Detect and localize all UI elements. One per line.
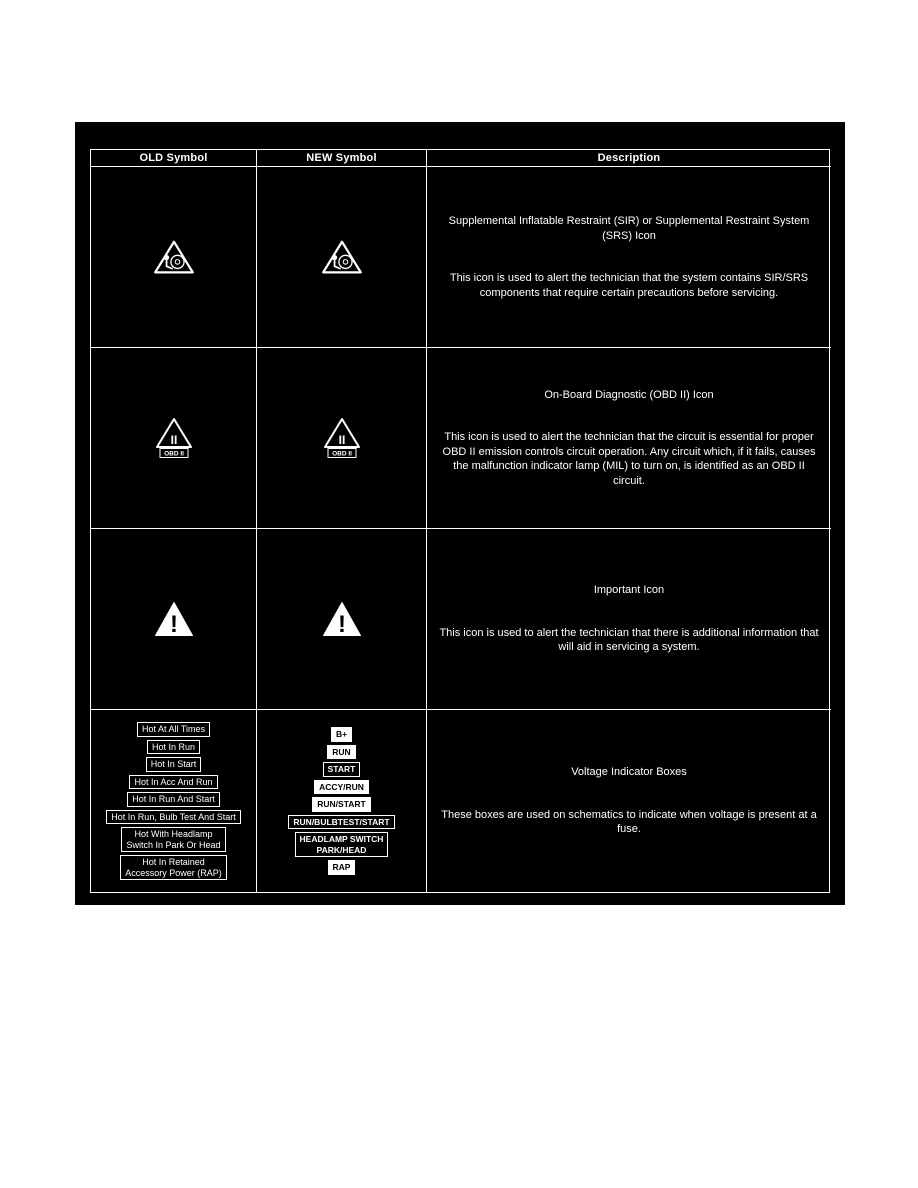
column-header-old-symbol: OLD Symbol (91, 150, 257, 167)
description-cell-important (427, 529, 831, 710)
voltage-box (327, 745, 355, 760)
voltage-box-line: Hot In Acc And Run (134, 776, 213, 787)
description-title: Supplemental Inflatable Restraint (SIR) or Supplemental Restraint System (SRS) Icon (448, 215, 810, 242)
voltage-box-line: Hot In Run, Bulb Test And Start (111, 811, 236, 822)
voltage-box (147, 740, 200, 755)
voltage-box-line: RUN (332, 746, 351, 757)
voltage-box (295, 832, 389, 857)
obd-numeral-text: II (170, 433, 177, 447)
voltage-box (106, 810, 240, 825)
description-cell-sir (427, 167, 831, 348)
obd-numeral-text: II (338, 433, 345, 447)
voltage-box-line: B+ (335, 729, 348, 740)
important-warning-triangle-icon (322, 601, 362, 637)
important-warning-triangle-icon (154, 601, 194, 637)
description-body: This icon is used to alert the technician that the system contains SIR/SRS components that require certain precautions before servicing. (449, 272, 809, 299)
voltage-box-line: START (327, 764, 356, 775)
voltage-box-line: Hot In Run And Start (132, 794, 215, 804)
symbol-table (90, 149, 830, 893)
obd-label-text: OBD II (331, 450, 352, 458)
voltage-box-line: Hot In Retained (142, 857, 205, 867)
sir-warning-triangle-icon (321, 239, 363, 276)
voltage-box (120, 855, 227, 880)
column-header-description: Description (427, 150, 831, 167)
voltage-box-line: RAP (332, 862, 351, 873)
voltage-box-line: Hot With Headlamp (134, 829, 213, 839)
sir-warning-triangle-icon (153, 239, 195, 276)
voltage-box-line: Accessory Power (RAP) (125, 867, 222, 878)
voltage-box (312, 797, 370, 812)
voltage-box (314, 780, 369, 795)
voltage-box (121, 827, 225, 852)
voltage-box (129, 775, 217, 790)
description-body: These boxes are used on schematics to indicate when voltage is present at a fuse. (441, 808, 817, 836)
voltage-box (127, 792, 220, 807)
voltage-box-line: Switch In Park Or Head (126, 839, 221, 850)
new-symbol-cell-important (257, 529, 427, 710)
new-voltage-boxes-cell (257, 710, 427, 892)
voltage-box-line: PARK/HEAD (316, 844, 367, 855)
voltage-box-line: Hot At All Times (141, 724, 206, 734)
old-symbol-cell-important (91, 529, 257, 710)
exclamation-text: ! (169, 611, 178, 637)
column-header-new-symbol: NEW Symbol (257, 150, 427, 167)
voltage-box-line: Hot In Start (150, 759, 197, 769)
voltage-box-line: HEADLAMP SWITCH (299, 834, 384, 845)
voltage-box-line: RUN/START (317, 799, 366, 810)
voltage-box (328, 860, 356, 875)
old-voltage-box-stack (91, 710, 256, 892)
voltage-box-line: ACCY/RUN (319, 781, 364, 792)
voltage-box (137, 722, 210, 737)
symbol-legend-panel (75, 122, 845, 905)
voltage-box-line: RUN/BULBTEST/START (293, 816, 390, 827)
new-voltage-box-stack (257, 710, 426, 892)
old-voltage-boxes-cell (91, 710, 257, 892)
exclamation-text: ! (337, 611, 346, 637)
voltage-box (146, 757, 202, 772)
voltage-box-line: Hot In Run (151, 741, 196, 752)
new-symbol-cell-sir (257, 167, 427, 348)
obd2-warning-triangle-icon (322, 417, 362, 459)
description-cell-obd2 (427, 348, 831, 529)
voltage-box (288, 815, 394, 830)
description-title: Voltage Indicator Boxes (571, 766, 687, 779)
description-body: This icon is used to alert the technician that the circuit is essential for proper OBD II emission controls circuit operation. Any circuit which, if it fails, causes the malfunction indicator lamp (MIL) to turn on, is identified as an OBD II circuit. (442, 431, 816, 487)
voltage-box (323, 762, 361, 777)
new-symbol-cell-obd2 (257, 348, 427, 529)
description-body: This icon is used to alert the technician that there is additional information that will aid in servicing a system. (439, 626, 819, 654)
description-cell-voltage-boxes (427, 710, 831, 892)
obd2-warning-triangle-icon (154, 417, 194, 459)
description-title: Important Icon (593, 584, 665, 597)
voltage-box (331, 727, 352, 742)
obd-label-text: OBD II (163, 450, 184, 458)
old-symbol-cell-sir (91, 167, 257, 348)
description-title: On-Board Diagnostic (OBD II) Icon (544, 388, 714, 401)
old-symbol-cell-obd2 (91, 348, 257, 529)
